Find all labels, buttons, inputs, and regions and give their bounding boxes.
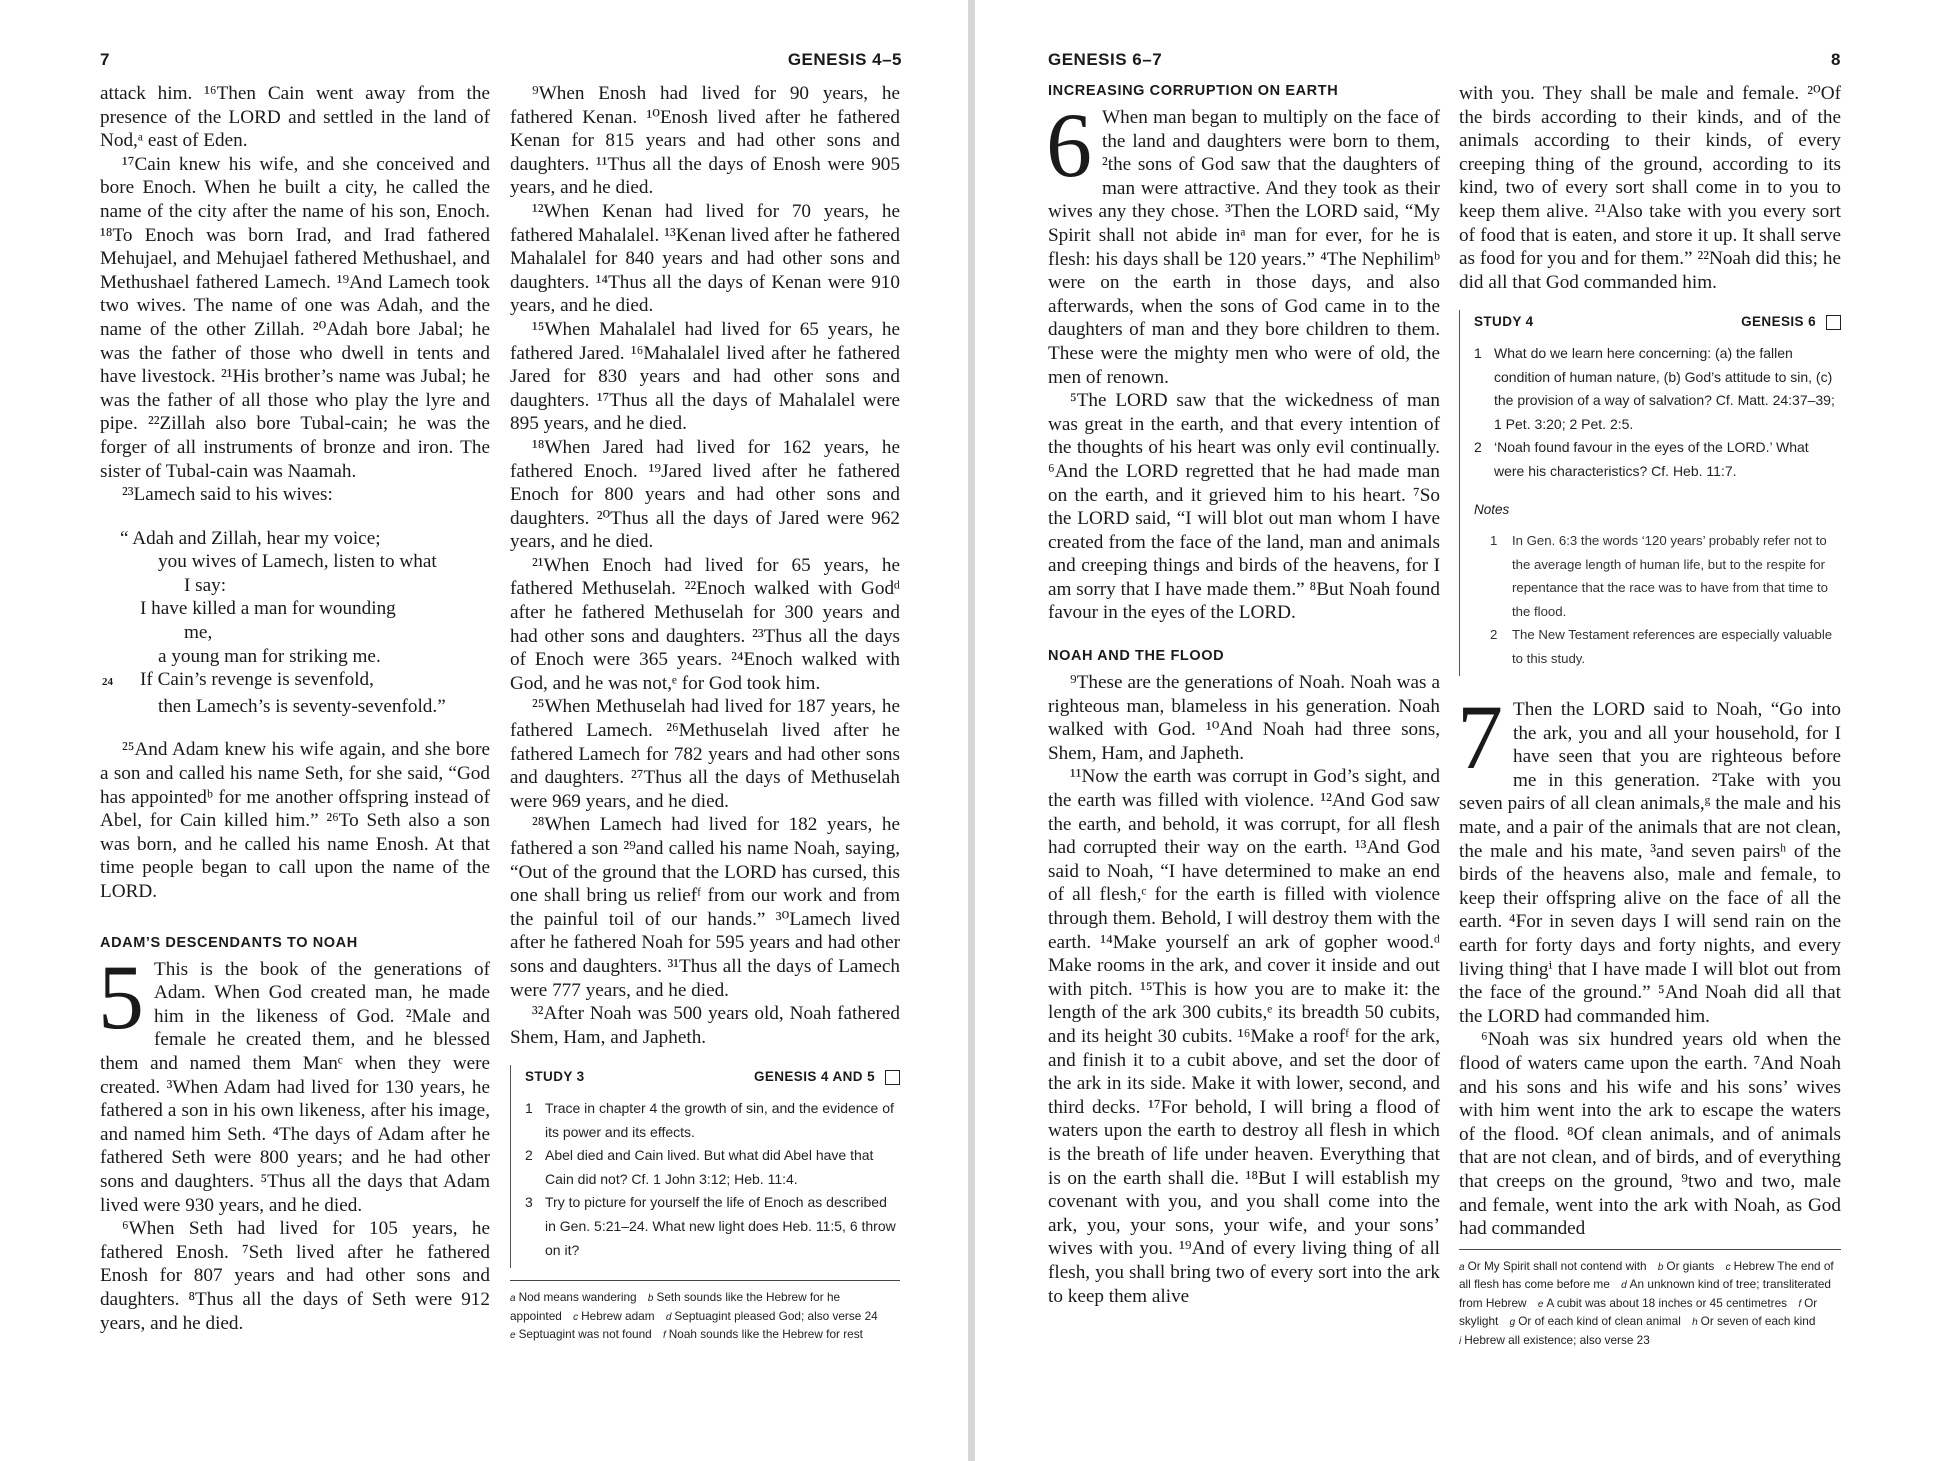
paragraph: with you. They shall be male and female. ²⁰Of the birds according to their kinds, and of the animals according to their kinds, of every creeping thing of the ground, according to its kind, two of every sort shall come in to you to keep them alive. ²¹Also take with you every sort of food that is eaten, and store it up. It shall serve as food for you and for them.” ²²Noah did this; he did all that God commanded him.: [1459, 83, 1841, 293]
page-number-left: 7: [100, 50, 110, 69]
poem-line: “ Adah and Zillah, hear my voice;: [120, 527, 381, 549]
verse-number: 24: [102, 676, 113, 689]
poem-line: If Cain’s revenge is sevenfold,: [140, 669, 374, 691]
study-question: 1 What do we learn here concerning: (a) the fallen condition of human nature, (b) God’s attitude to sin, (c) the provision of a way of salvation? Cf. Matt. 24:37–39; 1 Pet. 3:20; 2 Pet. 2:5.: [1474, 344, 1835, 432]
poem-line: I have killed a man for wounding: [140, 598, 396, 620]
left-page: [0, 0, 968, 1461]
paragraph: ²⁵When Methuselah had lived for 187 years, he fathered Lamech. ²⁶Methuselah lived after he fathered Lamech for 782 years and had other sons and daughters. ²⁷Thus all the days of Methuselah were 969 years, and he died.: [510, 696, 900, 812]
study-question: 1 Trace in chapter 4 the growth of sin, and the evidence of its power and its effects.: [525, 1099, 894, 1140]
footnotes: a Nod means wandering b Seth sounds like the Hebrew for he appointed c Hebrew adam d Septuagint pleased God; also verse 24 e Septuagint was not found f Noah sounds like the Hebrew for rest: [510, 1280, 900, 1345]
chapter-dropcap: 6: [1046, 94, 1092, 196]
paragraph: ²³Lamech said to his wives:: [122, 484, 333, 506]
footnotes: a Or My Spirit shall not contend with b Or giants c Hebrew The end of all flesh has come before me d An unknown kind of tree; transliterated from Hebrew e A cubit was about 18 inches or 45 centimetres f Or skylight g Or of each kind of clean animal h Or seven of each kind i Hebrew all existence; also verse 23: [1459, 1249, 1841, 1351]
paragraph: ²¹When Enoch had lived for 65 years, he fathered Methuselah. ²²Enoch walked with Godᵈ after he fathered Methuselah for 300 years and had other sons and daughters. ²³Thus all the days of Enoch were 365 years. ²⁴Enoch walked with God, and he was not,ᵉ for God took him.: [510, 554, 900, 694]
poem-line: I say:: [184, 574, 227, 596]
paragraph: ¹⁷Cain knew his wife, and she conceived and bore Enoch. When he built a city, he called the name of the city after the name of his son, Enoch. ¹⁸To Enoch was born Irad, and Irad fathered Mehujael, and Mehujael fathered Methushael, and Methushael fathered Lamech. ¹⁹And Lamech took two wives. The name of one was Adah, and the name of the other Zillah. ²⁰Adah bore Jabal; he was the father of those who dwell in tents and have livestock. ²¹His brother’s name was Jubal; he was the father of all those who play the lyre and pipe. ²²Zillah also bore Tubal-cain; he was the forger of all instruments of bronze and iron. The sister of Tubal-cain was Naamah.: [100, 153, 490, 482]
study-question: 3 Try to picture for yourself the life of Enoch as described in Gen. 5:21–24. What new light does Heb. 11:5, 6 throw on it?: [525, 1194, 896, 1258]
study-label: STUDY 4: [1474, 314, 1534, 330]
section-heading: ADAM’S DESCENDANTS TO NOAH: [100, 934, 358, 951]
paragraph: ⁵The LORD saw that the wickedness of man was great in the earth, and that every intention of the thoughts of his heart was only evil continually. ⁶And the LORD regretted that he had made man on the earth, and it grieved him to his heart. ⁷So the LORD said, “I will blot out man whom I have created from the face of the land, man and animals and creeping things and birds of the heavens, for I am sorry that I have made them.” ⁸But Noah found favour in the eyes of the LORD.: [1048, 390, 1440, 624]
left-column-1: [100, 82, 490, 1335]
study-note: 1 In Gen. 6:3 the words ‘120 years’ probably refer not to the average length of human life, but to the respite for repentance that the race was to have from that time to the flood.: [1490, 533, 1828, 619]
left-column-2: [510, 82, 900, 1345]
paragraph: ⁹These are the generations of Noah. Noah was a righteous man, blameless in his generation. Noah walked with God. ¹⁰And Noah had three sons, Shem, Ham, and Japheth.: [1048, 672, 1440, 764]
paragraph: This is the book of the generations of Adam. When God created man, he made him in the likeness of God. ²Male and female he created them, and he blessed them and named them Manᶜ when they were created. ³When Adam had lived for 130 years, he fathered a son in his own likeness, after his image, and named him Seth. ⁴The days of Adam after he fathered Seth were 800 years; and he had other sons and daughters. ⁵Thus all the days that Adam lived were 930 years, and he died.: [100, 958, 490, 1216]
paragraph: attack him. ¹⁶Then Cain went away from the presence of the LORD and settled in the land of Nod,ᵃ east of Eden.: [100, 83, 490, 152]
paragraph: ¹¹Now the earth was corrupt in God’s sight, and the earth was filled with violence. ¹²And God saw the earth, and behold, it was corrupt, for all flesh had corrupted their way on the earth. ¹³And God said to Noah, “I have determined to make an end of all flesh,ᶜ for the earth is filled with violence through them. Behold, I will destroy them with the earth. ¹⁴Make yourself an ark of gopher wood.ᵈ Make rooms in the ark, and cover it inside and out with pitch. ¹⁵This is how you are to make it: the length of the ark 300 cubits,ᵉ its breadth 50 cubits, and its height 30 cubits. ¹⁶Make a roofᶠ for the ark, and finish it to a cubit above, and set the door of the ark in its side. Make it with lower, second, and third decks. ¹⁷For behold, I will bring a flood of waters upon the earth to destroy all flesh in which is the breath of life under heaven. Everything that is on the earth shall die. ¹⁸But I will establish my covenant with you, and you shall come into the ark, you, your sons, your wife, and your sons’ wives with you. ¹⁹And of every living thing of all flesh, you shall bring two of every sort into the ark to keep them alive: [1048, 766, 1440, 1307]
poem-lamech: [100, 527, 490, 719]
paragraph: Then the LORD said to Noah, “Go into the ark, you and all your household, for I have seen that you are righteous before me in this generation. ²Take with you seven pairs of all clean animals,ᵍ the male and his mate, and a pair of the animals that are not clean, the male and his mate, ³and seven pairsʰ of the birds of the heavens also, male and female, to keep their offspring alive on the face of all the earth. ⁴For in seven days I will send rain on the earth for forty days and forty nights, and every living thingⁱ that I have made I will blot out from the face of the ground.” ⁵And Noah did all that the LORD had commanded him.: [1459, 699, 1841, 1027]
right-column-2: [1459, 82, 1841, 1350]
poem-line: you wives of Lamech, listen to what: [158, 551, 437, 573]
paragraph: ⁶Noah was six hundred years old when the flood of waters came upon the earth. ⁷And Noah and his sons and his wife and his sons’ wives with him went into the ark to escape the waters of the flood. ⁸Of clean animals, and of animals that are not clean, and of birds, and of everything that creeps on the ground, ⁹two and two, male and female, went into the ark with Noah, as God had commanded: [1459, 1029, 1841, 1240]
right-column-1: [1048, 82, 1440, 1308]
study-box-4: [1459, 310, 1841, 676]
paragraph: ²⁸When Lamech had lived for 182 years, he fathered a son ²⁹and called his name Noah, saying, “Out of the ground that the LORD has cursed, this one shall bring us reliefᶠ from our work and from the painful toil of our hands.” ³⁰Lamech lived after he fathered Noah for 595 years and had other sons and daughters. ³¹Thus all the days of Lamech were 777 years, and he died.: [510, 814, 900, 1001]
chapter-dropcap: 7: [1457, 686, 1503, 789]
section-heading: NOAH AND THE FLOOD: [1048, 648, 1225, 665]
page-number-right: 8: [1831, 50, 1841, 69]
chapter-dropcap: 5: [98, 945, 144, 1048]
poem-line: me,: [184, 622, 213, 644]
study-reference: GENESIS 6: [1741, 314, 1816, 330]
paragraph: ³²After Noah was 500 years old, Noah fathered Shem, Ham, and Japheth.: [510, 1003, 900, 1048]
paragraph: ¹⁸When Jared had lived for 162 years, he fathered Enoch. ¹⁹Jared lived after he fathered Enoch for 800 years and had other sons and daughters. ²⁰Thus all the days of Jared were 962 years, and he died.: [510, 436, 900, 553]
study-checkbox[interactable]: [885, 1070, 900, 1085]
poem-line: then Lamech’s is seventy-sevenfold.”: [158, 695, 446, 717]
section-heading: INCREASING CORRUPTION ON EARTH: [1048, 83, 1339, 99]
paragraph: ²⁵And Adam knew his wife again, and she bore a son and called his name Seth, for she said, “God has appointedᵇ for me another offspring instead of Abel, for Cain killed him.” ²⁶To Seth also a son was born, and he called his name Enosh. At that time people began to call upon the name of the LORD.: [100, 739, 490, 902]
study-reference: GENESIS 4 AND 5: [753, 1069, 875, 1085]
paragraph: ¹²When Kenan had lived for 70 years, he fathered Mahalalel. ¹³Kenan lived after he fathered Mahalalel for 840 years and had other sons and daughters. ¹⁴Thus all the days of Kenan were 910 years, and he died.: [510, 200, 900, 317]
study-question: 2 Abel died and Cain lived. But what did Abel have that Cain did not? Cf. 1 John 3:12; Heb. 11:4.: [525, 1147, 874, 1187]
study-box-3: [510, 1065, 900, 1268]
paragraph: ⁶When Seth had lived for 105 years, he fathered Enosh. ⁷Seth lived after he fathered Enosh for 807 years and had other sons and daughters. ⁸Thus all the days of Seth were 912 years, and he died.: [100, 1218, 490, 1334]
right-page: [975, 0, 1946, 1461]
poem-line: a young man for striking me.: [158, 645, 381, 667]
paragraph: When man began to multiply on the face of the land and daughters were born to them, ²the sons of God saw that the daughters of man were attractive. And they took as their wives any they chose. ³Then the LORD said, “My Spirit shall not abide inᵃ man for ever, for he is flesh: his days shall be 120 years.” ⁴The Nephilimᵇ were on the earth in those days, and also afterwards, when the sons of God came in to the daughters of man and they bore children to them. These were the mighty men who were of old, the men of renown.: [1048, 107, 1440, 388]
notes-label: Notes: [1474, 501, 1510, 517]
study-note: 2 The New Testament references are especially valuable to this study.: [1490, 627, 1833, 666]
study-checkbox[interactable]: [1826, 315, 1841, 330]
study-label: STUDY 3: [525, 1069, 585, 1085]
study-question: 2 ‘Noah found favour in the eyes of the LORD.’ What were his characteristics? Cf. Heb. 11:7.: [1474, 439, 1809, 479]
running-head-right: GENESIS 6–7: [1048, 50, 1163, 69]
running-head-left: GENESIS 4–5: [787, 50, 902, 69]
paragraph: ⁹When Enosh had lived for 90 years, he fathered Kenan. ¹⁰Enosh lived after he fathered Kenan for 815 years and had other sons and daughters. ¹¹Thus all the days of Enosh were 905 years, and he died.: [510, 83, 900, 199]
paragraph: ¹⁵When Mahalalel had lived for 65 years, he fathered Jared. ¹⁶Mahalalel lived after he fathered Jared for 830 years and had other sons and daughters. ¹⁷Thus all the days of Mahalalel were 895 years, and he died.: [510, 318, 900, 435]
